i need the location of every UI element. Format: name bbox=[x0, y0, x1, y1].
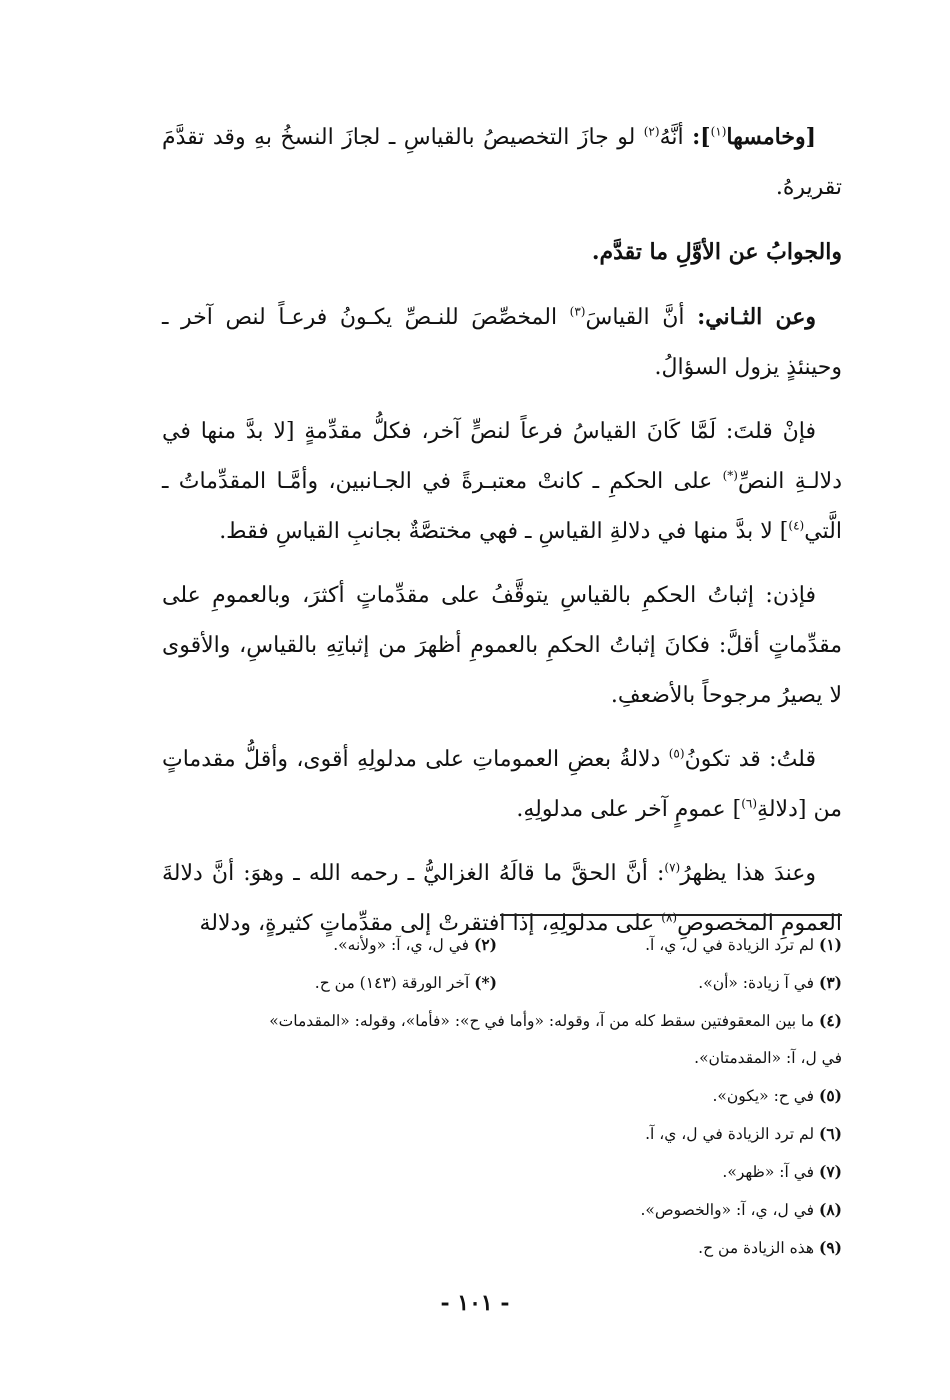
footnote-number: (١) bbox=[818, 935, 842, 954]
footnote-ref-1: (١) bbox=[710, 124, 727, 139]
footnote-number: (٢) bbox=[473, 935, 497, 954]
footnote-star bbox=[152, 964, 497, 1002]
footnote-text: لم ترد الزيادة في ل، ي، آ. bbox=[645, 936, 819, 954]
paragraph-4-text-b: على الحكمِ ـ كانتْ معتبـرةً في الجـانبين، وأمَّـا المقدِّماتُ ـ الَّتي bbox=[162, 469, 842, 544]
footnote-3 bbox=[497, 964, 842, 1002]
footnote-number: (٣) bbox=[818, 973, 842, 992]
paragraph-3-lead: وعن الثـاني: bbox=[697, 304, 817, 330]
paragraph-6-text-a: قلتُ: قد تكونُ bbox=[684, 747, 816, 772]
footnote-ref-6: (٦) bbox=[741, 796, 758, 811]
footnote-text: في آ زيادة: «أن». bbox=[698, 974, 819, 992]
paragraph-1-lead-close: ]: bbox=[692, 124, 711, 150]
paragraph-2-text: والجوابُ عن الأوَّلِ ما تقدَّم. bbox=[591, 239, 842, 265]
paragraph-3-text-a: أنَّ القياسَ bbox=[585, 305, 698, 330]
footnote-ref-7: (٧) bbox=[664, 860, 681, 875]
footnote-2 bbox=[152, 926, 497, 964]
paragraph-3-text-b: المخصِّصَ للنـصِّ يكـونُ فرعـاً لنص آخر ـ وحينئذٍ يزول السؤالُ. bbox=[162, 305, 842, 380]
footnote-text: في ل، ي، آ: «ولأنه». bbox=[333, 936, 474, 954]
footnote-text: آخر الورقة (١٤٣) من ح. bbox=[314, 974, 475, 992]
paragraph-6 bbox=[162, 735, 842, 835]
footnote-text: لم ترد الزيادة في ل، ي، آ. bbox=[645, 1125, 819, 1143]
footnote-7 bbox=[152, 1153, 842, 1191]
paragraph-4-text-c: ] لا بدَّ منها في دلالةِ القياسِ ـ فهي مختصَّةٌ بجانبِ القياسِ فقط. bbox=[219, 519, 789, 544]
paragraph-1-text-b: لو جازَ التخصيصُ بالقياسِ ـ لجازَ النسخُ بهِ وقد تقدَّمَ تقريرهُ. bbox=[162, 125, 842, 200]
footnote-5 bbox=[152, 1077, 842, 1115]
footnote-number: (٦) bbox=[818, 1124, 842, 1143]
footnote-ref-5: (٥) bbox=[668, 746, 685, 761]
paragraph-7-text-b: : أنَّ الحقَّ ما قالَهُ الغزاليُّ ـ رحمه الله ـ وهوَ: أنَّ دلالةَ العمومِ المخصوصِ bbox=[162, 861, 842, 936]
footnote-4 bbox=[152, 1002, 842, 1040]
footnote-number: (٤) bbox=[818, 1011, 842, 1030]
footnote-ref-2: (٢) bbox=[643, 124, 660, 139]
footnote-text: ما بين المعقوفتين سقط كله من آ، وقوله: «وأما في ح»: «فأما»، وقوله: «المقدمات» bbox=[269, 1012, 819, 1030]
paragraph-4-text-a: فإنْ قلتَ: لَمَّا كَانَ القياسُ فرعاً لنصٍّ آخر، فكلُّ مقدِّمةٍ [لا بدَّ منها في دلالـةِ النصِّ bbox=[162, 419, 842, 494]
footnote-ref-4: (٤) bbox=[788, 518, 805, 533]
paragraph-7-text-a: وعندَ هذا يظهرُ bbox=[680, 861, 816, 886]
footnote-row-2 bbox=[152, 964, 842, 1002]
footnote-number: (*) bbox=[474, 973, 497, 992]
paragraph-4 bbox=[162, 407, 842, 557]
footnote-text: في ح: «يكون». bbox=[712, 1087, 819, 1105]
paragraph-1 bbox=[162, 112, 842, 213]
paragraph-3 bbox=[162, 292, 842, 393]
footnote-ref-3: (٣) bbox=[569, 304, 586, 319]
paragraph-1-text-a: أنَّهُ bbox=[659, 125, 693, 150]
footnote-number: (٥) bbox=[818, 1086, 842, 1105]
footnote-1 bbox=[497, 926, 842, 964]
footnote-number: (٧) bbox=[818, 1162, 842, 1181]
footnote-text: في آ: «ظهر». bbox=[722, 1163, 819, 1181]
footnote-text: هذه الزيادة من ح. bbox=[698, 1239, 819, 1257]
main-text bbox=[162, 112, 842, 963]
paragraph-2 bbox=[162, 227, 842, 278]
paragraph-7-text-c: على مدلولِهِ، إذا افتقرتْ إلى مقدِّماتٍ كثيرةٍ، ودلالة bbox=[199, 911, 662, 936]
footnote-divider bbox=[500, 914, 842, 916]
footnote-4-continued: في ل، آ: «المقدمتان». bbox=[694, 1049, 842, 1067]
paragraph-6-text-b: دلالةُ بعضِ العموماتِ على مدلولِهِ أقوى، وأقلُّ مقدماتٍ من [دلالةِ bbox=[162, 747, 842, 822]
footnote-number: (٨) bbox=[818, 1200, 842, 1219]
footnote-ref-8: (٨) bbox=[661, 910, 678, 925]
footnotes bbox=[152, 926, 842, 1267]
paragraph-5 bbox=[162, 571, 842, 721]
footnote-number: (٩) bbox=[818, 1238, 842, 1257]
paragraph-1-lead: [وخامسها bbox=[726, 124, 817, 150]
footnote-8 bbox=[152, 1191, 842, 1229]
page-number: - ١٠١ - bbox=[440, 1290, 510, 1316]
footnote-row-1 bbox=[152, 926, 842, 964]
footnote-6 bbox=[152, 1115, 842, 1153]
footnote-ref-star: (*) bbox=[722, 468, 738, 483]
footnote-9 bbox=[152, 1229, 842, 1267]
footnote-text: في ل، ي، آ: «والخصوص». bbox=[640, 1201, 819, 1219]
paragraph-5-text: فإذن: إثباتُ الحكمِ بالقياسِ يتوقَّفُ على مقدِّماتٍ أكثرَ، وبالعمومِ على مقدِّماتٍ أقلَّ: فكانَ إثباتُ الحكمِ بالعمومِ أظهرَ من إثباتِهِ بالقياسِ، والأقوى لا يصيرُ مرجوحاً بالأضعفِ. bbox=[162, 583, 842, 708]
paragraph-6-text-c: ] عمومٍ آخر على مدلولِهِ. bbox=[516, 797, 742, 822]
